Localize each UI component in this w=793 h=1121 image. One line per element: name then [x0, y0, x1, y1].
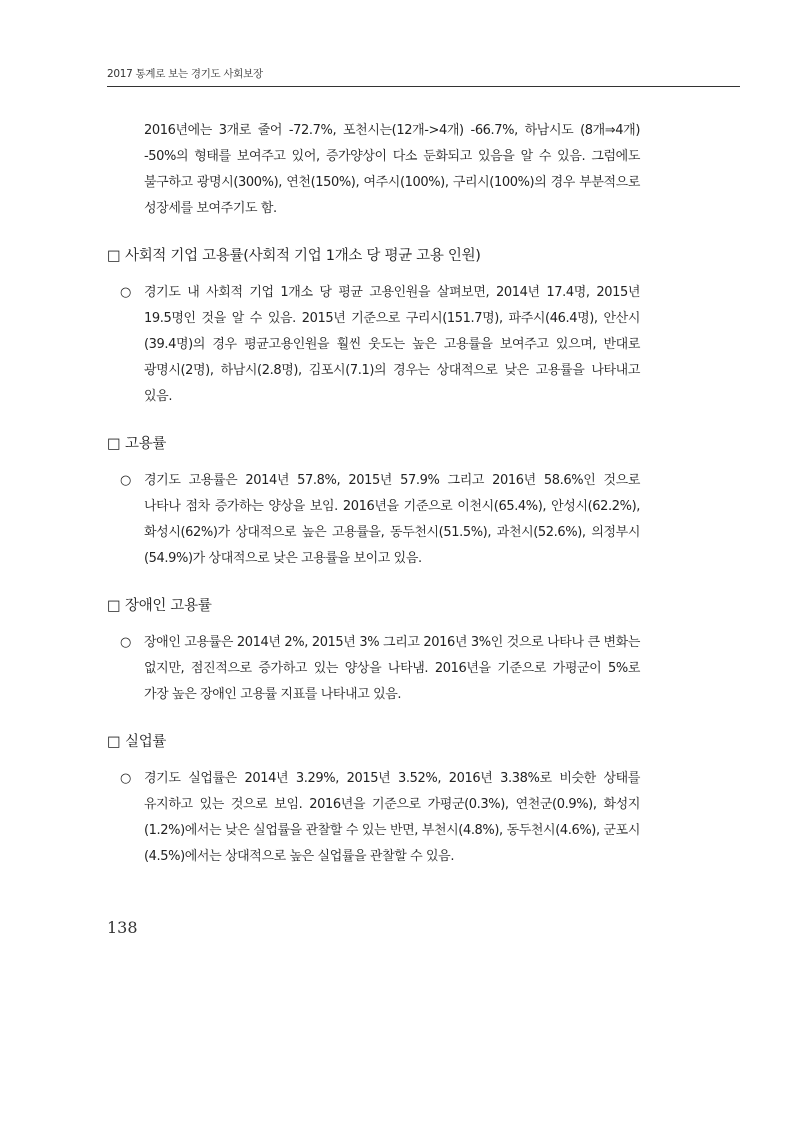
circle-bullet-icon: ○ [120, 473, 131, 488]
checkbox-square-icon: □ [107, 248, 121, 264]
section-unemployment-rate [107, 730, 640, 870]
bullet-text: 경기도 고용률은 2014년 57.8%, 2015년 57.9% 그리고 2016년 58.6%인 것으로 나타나 점차 증가하는 양상을 보임. 2016년을 기준으로 이천시(65.4%), 안성시(62.2%), 화성시(62%)가 상대적으로 높은 고용률을, 동두천시(51.5%), 과천시(52.6%), 의정부시(54.9%)가 상대적으로 낮은 고용률을 보이고 있음. [144, 473, 640, 566]
section-employment-rate [107, 432, 640, 572]
checkbox-square-icon: □ [107, 734, 121, 750]
section-title: 실업률 [125, 734, 167, 750]
bullet-paragraph [107, 280, 640, 410]
section-social-enterprise-employment [107, 244, 640, 410]
checkbox-square-icon: □ [107, 436, 121, 452]
circle-bullet-icon: ○ [120, 635, 131, 650]
circle-bullet-icon: ○ [120, 771, 131, 786]
checkbox-square-icon: □ [107, 598, 121, 614]
section-heading [107, 244, 640, 268]
intro-paragraph: 2016년에는 3개로 줄어 -72.7%, 포천시는(12개->4개) -66.7%, 하남시도 (8개⇒4개) -50%의 형태를 보여주고 있어, 증가양상이 다소 둔화되고 있음을 알 수 있음. 그럼에도 불구하고 광명시(300%), 연천(150%), 여주시(100%), 구리시(100%)의 경우 부분적으로 성장세를 보여주기도 함. [144, 123, 640, 216]
section-heading [107, 594, 640, 618]
section-disabled-employment-rate [107, 594, 640, 708]
section-title: 고용률 [125, 436, 167, 452]
running-title: 2017 통계로 보는 경기도 사회보장 [107, 68, 263, 80]
section-title: 사회적 기업 고용률(사회적 기업 1개소 당 평균 고용 인원) [125, 248, 481, 264]
document-body [107, 118, 640, 870]
page-number: 138 [107, 918, 138, 937]
bullet-paragraph [107, 468, 640, 572]
running-header [107, 66, 740, 87]
bullet-text: 경기도 내 사회적 기업 1개소 당 평균 고용인원을 살펴보면, 2014년 17.4명, 2015년 19.5명인 것을 알 수 있음. 2015년 기준으로 구리시(151.7명), 파주시(46.4명), 안산시(39.4명)의 경우 평균고용인원을 훨씬 웃도는 높은 고용률을 보여주고 있으며, 반대로 광명시(2명), 하남시(2.8명), 김포시(7.1)의 경우는 상대적으로 낮은 고용률을 나타내고 있음. [144, 285, 640, 404]
bullet-paragraph [107, 766, 640, 870]
section-heading [107, 730, 640, 754]
section-title: 장애인 고용률 [125, 598, 212, 614]
bullet-text: 경기도 실업률은 2014년 3.29%, 2015년 3.52%, 2016년 3.38%로 비슷한 상태를 유지하고 있는 것으로 보임. 2016년을 기준으로 가평군(0.3%), 연천군(0.9%), 화성지(1.2%)에서는 낮은 실업률을 관찰할 수 있는 반면, 부천시(4.8%), 동두천시(4.6%), 군포시(4.5%)에서는 상대적으로 높은 실업률을 관찰할 수 있음. [144, 771, 640, 864]
bullet-paragraph [107, 630, 640, 708]
section-heading [107, 432, 640, 456]
circle-bullet-icon: ○ [120, 285, 131, 300]
bullet-text: 장애인 고용률은 2014년 2%, 2015년 3% 그리고 2016년 3%인 것으로 나타나 큰 변화는 없지만, 점진적으로 증가하고 있는 양상을 나타냄. 2016년을 기준으로 가평군이 5%로 가장 높은 장애인 고용률 지표를 나타내고 있음. [144, 635, 640, 702]
